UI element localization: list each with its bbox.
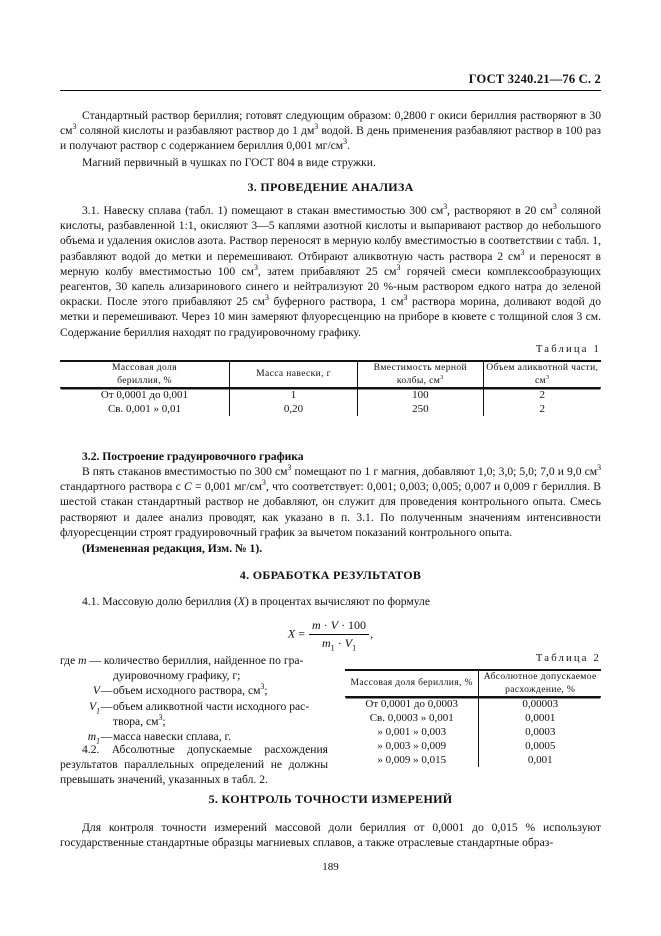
table-2-cell-0-0: От 0,0001 до 0,0003	[365, 698, 458, 710]
table-row	[345, 739, 601, 753]
definition-V1: $V_1—объем$ аликвотной части исходного рас-	[88, 699, 310, 715]
table-row	[60, 402, 601, 416]
formula-trailing-comma: ,	[370, 626, 374, 641]
header-rule	[60, 90, 601, 91]
table-2-header-row	[345, 670, 601, 697]
intro-paragraph-2: Магний первичный в чушках по ГОСТ 804 в виде стружки.	[82, 156, 376, 169]
table-1-header-row	[60, 361, 601, 388]
subsection-3-2-title: 3.2. Построение градуировочного графика	[82, 450, 304, 463]
table-row	[345, 725, 601, 739]
table-2	[345, 669, 601, 767]
formula-fraction	[309, 618, 369, 651]
formula-mass-fraction	[60, 618, 601, 651]
table-row	[345, 753, 601, 767]
revision-note: (Измененная редакция, Изм. № 1).	[82, 542, 263, 555]
table-1-cell-0-0: От 0,0001 до 0,001	[100, 389, 188, 401]
paragraph-4-1: 4.1. Массовую долю бериллия (X) в процентах вычисляют по формуле	[82, 595, 430, 608]
table-2-cell-1-0: Св. 0,0003 » 0,001	[369, 712, 454, 724]
table-1-caption: Таблица 1	[535, 344, 601, 355]
running-header	[60, 72, 601, 91]
table-2-cell-0-1: 0,00003	[479, 697, 601, 712]
formula-denominator: $m_1 \cdot V_1$	[321, 636, 357, 653]
formula-lhs: X	[287, 626, 296, 641]
paragraph-3-2: В пять стаканов вместимостью по 300 $см^3$ помещают по 1 г магния, добавляют 1,0; 3,0; 5,0; 7,0 и 9,0 $см^3$ стандартного раствора с C = 0,001 $мг/см^3$, что соответствует: 0,001; 0,003; 0,005; 0,007 и 0,009 г бериллия. В шестой стакан стандартный раствор не добавляют, он служит для проведения контрольного опыта. Смесь растворяют и далее анализ проводят, как указано в п. 3.1. По полученным значениям интенсивности флуоресценции строят градуировочный график за вычетом показаний контрольного опыта.	[60, 463, 602, 539]
definition-V1-cont: твора, $см^3$;	[113, 712, 166, 728]
table-row	[60, 388, 601, 403]
table-2-cell-3-1: 0,0005	[479, 739, 601, 753]
section-4-heading: 4. ОБРАБОТКА РЕЗУЛЬТАТОВ	[239, 568, 422, 582]
table-2-cell-3-0: » 0,003 » 0,009	[377, 740, 447, 752]
table-1-cell-0-1: 1	[229, 388, 357, 403]
table-1-cell-1-1: 0,20	[229, 402, 357, 416]
section-3-heading: 3. ПРОВЕДЕНИЕ АНАЛИЗА	[247, 180, 414, 194]
paragraph-5-1: Для контроля точности измерений массовой доли бериллия от 0,0001 до 0,015 % используют государственные стандартные образцы магниевых сплавов, а также отраслевые стандартные образ-	[60, 821, 601, 850]
table-2-caption: Таблица 2	[535, 653, 601, 664]
table-2-cell-2-1: 0,0003	[479, 725, 601, 739]
table-2-cell-1-1: 0,0001	[479, 711, 601, 725]
definition-m: где m — количество бериллия, найденное по гра-	[60, 654, 304, 667]
page-number: 189	[322, 861, 339, 873]
table-1-col-header-3: Объем аликвотной части, $см^3$	[483, 361, 601, 388]
table-2-cell-2-0: » 0,001 » 0,003	[377, 726, 447, 738]
table-1-cell-0-2: 100	[358, 388, 483, 403]
table-2-col-header-1: Абсолютное допускаемое расхождение, %	[479, 670, 601, 697]
formula-variable-definitions	[60, 653, 328, 744]
table-1-col-header-0: Массовая доля бериллия, %	[112, 362, 177, 386]
section-5-heading: 5. КОНТРОЛЬ ТОЧНОСТИ ИЗМЕРЕНИЙ	[208, 792, 453, 806]
table-1-cell-0-3: 2	[483, 388, 601, 403]
table-2-col-header-0: Массовая доля бериллия, %	[350, 677, 473, 689]
paragraph-4-2: 4.2. Абсолютные допускаемые расхождения результатов параллельных определений не должны превышать значений, указанных в табл. 2.	[60, 743, 328, 787]
table-1-col-header-1: Масса навески, г	[229, 361, 357, 388]
table-2-cell-4-0: » 0,009 » 0,015	[377, 754, 447, 766]
table-2-cell-4-1: 0,001	[479, 753, 601, 767]
table-1-col-header-2: Вместимость мерной колбы, $см^3$	[358, 361, 483, 388]
formula-numerator: m · V · 100	[309, 618, 369, 635]
table-1-cell-1-0: Св. 0,001 » 0,01	[107, 403, 181, 415]
table-1-cell-1-2: 250	[358, 402, 483, 416]
table-row	[345, 697, 601, 712]
intro-paragraph-1: Стандартный раствор бериллия; готовят следующим образом: 0,2800 г окиси бериллия растворяют в 30 $см^3$ соляной кислоты и разбавляют раствор до 1 $дм^3$ водой. В день применения разбавляют раствор в 100 раз и получают раствор с содержанием бериллия 0,001 $мг/см^3$.	[60, 109, 601, 153]
table-row	[345, 711, 601, 725]
definition-m-cont: дуировочному графику, г;	[113, 669, 241, 683]
running-title: ГОСТ 3240.21—76 С. 2	[468, 72, 601, 86]
formula-equals: =	[298, 626, 306, 641]
definition-m1: $m_1—масса$ навески сплава, г.	[87, 730, 231, 746]
paragraph-3-1: 3.1. Навеску сплава (табл. 1) помещают в стакан вместимостью 300 $см^3$, растворяют в 20 $см^3$ соляной кислоты, разбавленной 1:1, окисляют 3—5 каплями азотной кислоты и выпаривают раствор до небольшого объема и удаления окислов азота. Раствор переносят в мерную колбу вместимостью в соответствии с табл. 1, разбавляют водой до метки и перемешивают. Отбирают аликвотную часть раствора 2 $см^3$ и переносят в мерную колбу вместимостью 100 $см^3$, затем прибавляют 25 $см^3$ горячей смеси комплексообразующих реагентов, 30 капель ализаринового синего и нейтрализуют 20 %-ным раствором едкого натра до зеленой окраски. После этого прибавляют 25 $см^3$ буферного раствора, 1 $см^3$ раствора морина, доливают водой до метки и перемешивают. Через 10 мин замеряют флуоресценцию на приборе в кювете с толщиной слоя 3 см. Содержание бериллия находят по градуировочному графику.	[60, 202, 602, 339]
table-1-cell-1-3: 2	[483, 402, 601, 416]
definition-V: V—объем исходного раствора, $см^3$;	[92, 682, 268, 698]
table-1	[60, 360, 601, 416]
